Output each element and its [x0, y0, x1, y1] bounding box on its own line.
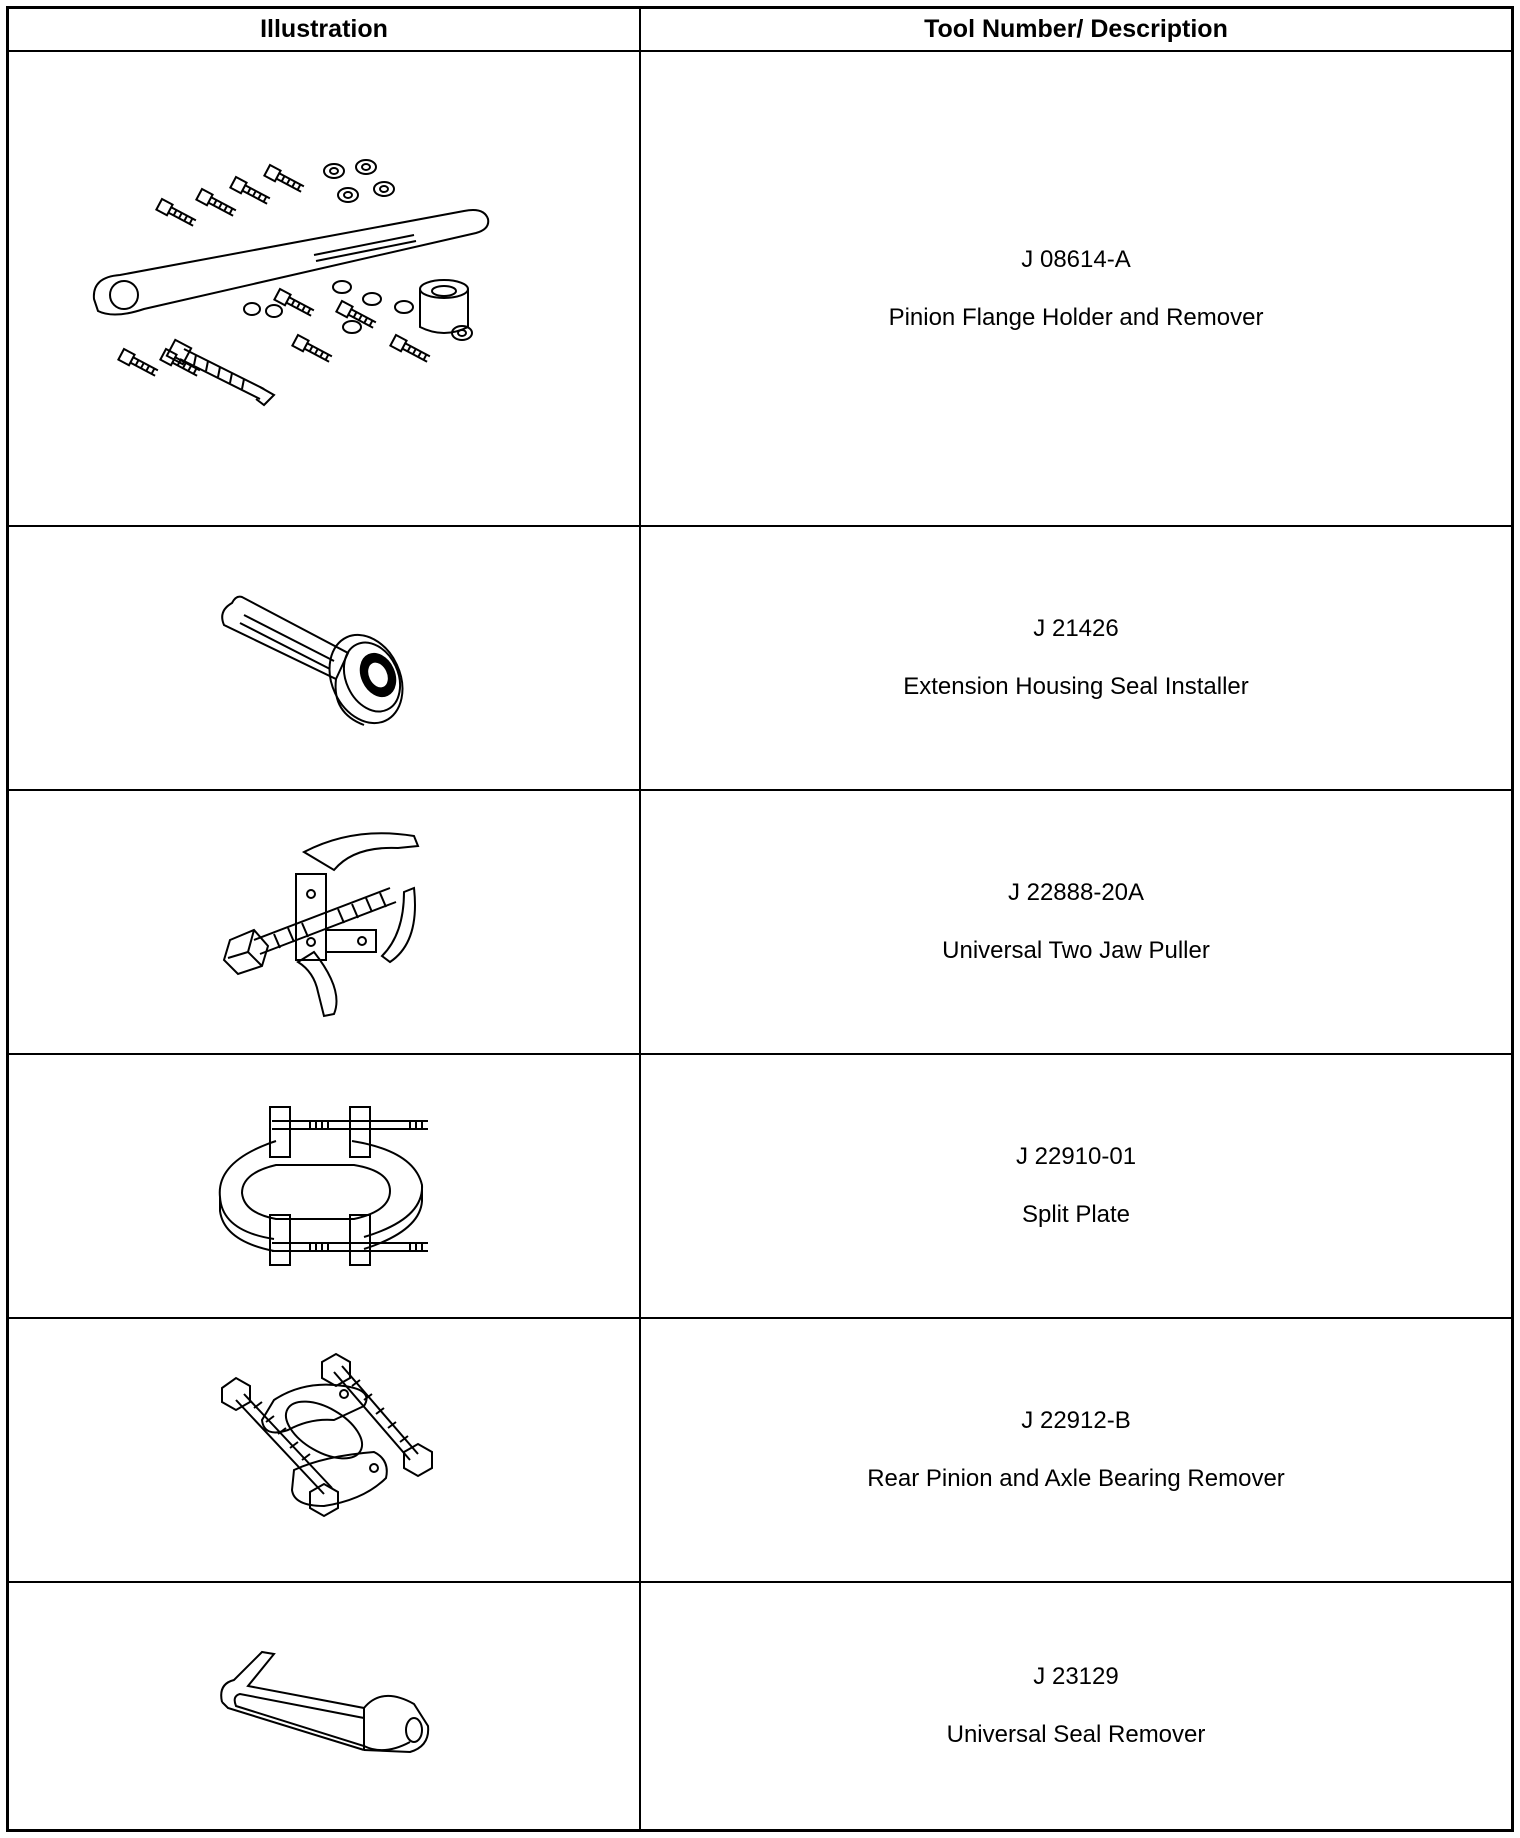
seal-installer-icon	[214, 583, 434, 733]
table-header-row	[9, 9, 1511, 52]
tool-description: Rear Pinion and Axle Bearing Remover	[867, 1465, 1285, 1492]
split-plate-icon	[214, 1101, 434, 1271]
description-cell	[641, 1319, 1511, 1581]
illustration-cell	[9, 52, 641, 525]
illustration-cell	[9, 527, 641, 789]
pinion-flange-holder-icon	[84, 159, 564, 419]
table-row	[9, 52, 1511, 527]
tool-number: J 22912-B	[1021, 1407, 1131, 1434]
tool-number: J 08614-A	[1021, 245, 1131, 273]
illustration-cell	[9, 1055, 641, 1317]
tool-description: Extension Housing Seal Installer	[903, 673, 1249, 700]
table-row	[9, 527, 1511, 791]
tool-description: Universal Two Jaw Puller	[942, 937, 1210, 964]
table-row	[9, 1055, 1511, 1319]
header-tool-description: Tool Number/ Description	[924, 15, 1228, 43]
header-illustration: Illustration	[9, 9, 641, 50]
tool-description: Universal Seal Remover	[946, 1721, 1206, 1748]
table-row	[9, 1319, 1511, 1583]
illustration-cell	[9, 1583, 641, 1829]
table-row	[9, 1583, 1511, 1829]
tool-number: J 22888-20A	[1007, 879, 1145, 906]
tools-table	[6, 6, 1514, 1832]
description-cell	[641, 1055, 1511, 1317]
tool-description: Split Plate	[1021, 1201, 1131, 1228]
description-cell	[641, 527, 1511, 789]
table-row	[9, 791, 1511, 1055]
tool-number: J 23129	[1033, 1663, 1119, 1690]
illustration-cell	[9, 791, 641, 1053]
tool-number: J 22910-01	[1015, 1143, 1137, 1170]
description-cell	[641, 791, 1511, 1053]
tool-description: Pinion Flange Holder and Remover	[888, 303, 1264, 331]
description-cell	[641, 1583, 1511, 1829]
tool-number: J 21426	[1033, 615, 1119, 642]
two-jaw-puller-icon	[214, 822, 434, 1022]
bearing-remover-icon	[214, 1360, 434, 1540]
illustration-cell	[9, 1319, 641, 1581]
seal-remover-icon	[214, 1646, 434, 1766]
description-cell	[641, 52, 1511, 525]
